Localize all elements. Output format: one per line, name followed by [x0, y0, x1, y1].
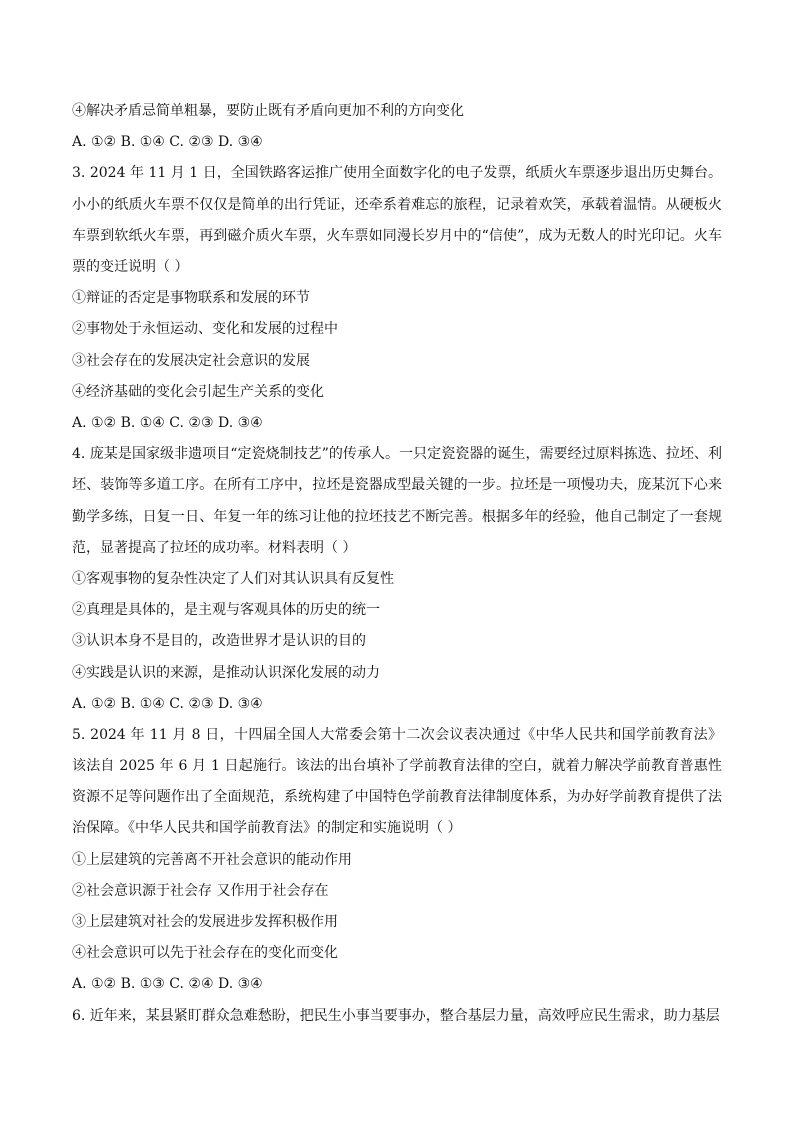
option-line: ③认识本身不是目的，改造世界才是认识的目的	[72, 633, 366, 650]
option-line: ④实践是认识的来源，是推动认识深化发展的动力	[72, 664, 380, 681]
option-line: ④经济基础的变化会引起生产关系的变化	[72, 383, 324, 400]
option-line: ②社会意识源于社会存 又作用于社会存在	[72, 882, 329, 899]
answer-choices: A. ①② B. ①④ C. ②③ D. ③④	[72, 414, 263, 431]
option-line: ②事物处于永恒运动、变化和发展的过程中	[72, 321, 338, 338]
answer-choices: A. ①② B. ①③ C. ②④ D. ③④	[72, 976, 263, 993]
option-line: ①客观事物的复杂性决定了人们对其认识具有反复性	[72, 570, 394, 587]
option-line: ②真理是具体的，是主观与客观具体的历史的统一	[72, 602, 380, 619]
question-3: 3. 2024 年 11 月 1 日，全国铁路客运推广使用全面数字化的电子发票，纸质火车票逐步退出历史舞台。小小的纸质火车票不仅仅是简单的出行凭证，还牵系着难忘的旅程，记录着欢笑，承载着温情。从硬板火车票到软纸火车票，再到磁介质火车票，火车票如同漫长岁月中的“信使”，成为无数人的时光印记。火车票的变迁说明（ ）	[72, 165, 722, 275]
answer-choices: A. ①② B. ①④ C. ②③ D. ③④	[72, 134, 263, 151]
question-5: 5. 2024 年 11 月 8 日，十四届全国人大常委会第十二次会议表决通过《中华人民共和国学前教育法》 该法自 2025 年 6 月 1 日起施行。该法的出台填补了学前教育法律的空白，就着力解决学前教育普惠性资源不足等问题作出了全面规范，系统构建了中国特色学前教育法律制度体系，为办好学前教育提供了法治保障。《中华人民共和国学前教育法》的制定和实施说明（ ）	[72, 726, 722, 837]
option-line: ③社会存在的发展决定社会意识的发展	[72, 352, 310, 369]
option-line: ④社会意识可以先于社会存在的变化而变化	[72, 945, 338, 962]
answer-choices: A. ①② B. ①④ C. ②③ D. ③④	[72, 695, 263, 712]
question-4: 4. 庞某是国家级非遗项目“定瓷烧制技艺”的传承人。一只定瓷瓷器的诞生，需要经过原料拣选、拉坯、利坯、装饰等多道工序。在所有工序中，拉坯是瓷器成型最关键的一步。拉坯是一项慢功夫，庞某沉下心来勤学多练，日复一日、年复一年的练习让他的拉坯技艺不断完善。根据多年的经验，他自己制定了一套规范，显著提高了拉坯的成功率。材料表明（ ）	[72, 446, 722, 556]
document-page	[72, 96, 722, 1032]
option-line: ③上层建筑对社会的发展进步发挥积极作用	[72, 914, 338, 931]
option-line: ①辩证的否定是事物联系和发展的环节	[72, 290, 310, 307]
option-line: ①上层建筑的完善离不开社会意识的能动作用	[72, 851, 352, 868]
option-line: ④解决矛盾忌简单粗暴，要防止既有矛盾向更加不利的方向变化	[72, 103, 464, 119]
question-6: 6. 近年来，某县紧盯群众急难愁盼，把民生小事当要事办，整合基层力量，高效呼应民生需求，助力基层	[72, 1007, 720, 1024]
